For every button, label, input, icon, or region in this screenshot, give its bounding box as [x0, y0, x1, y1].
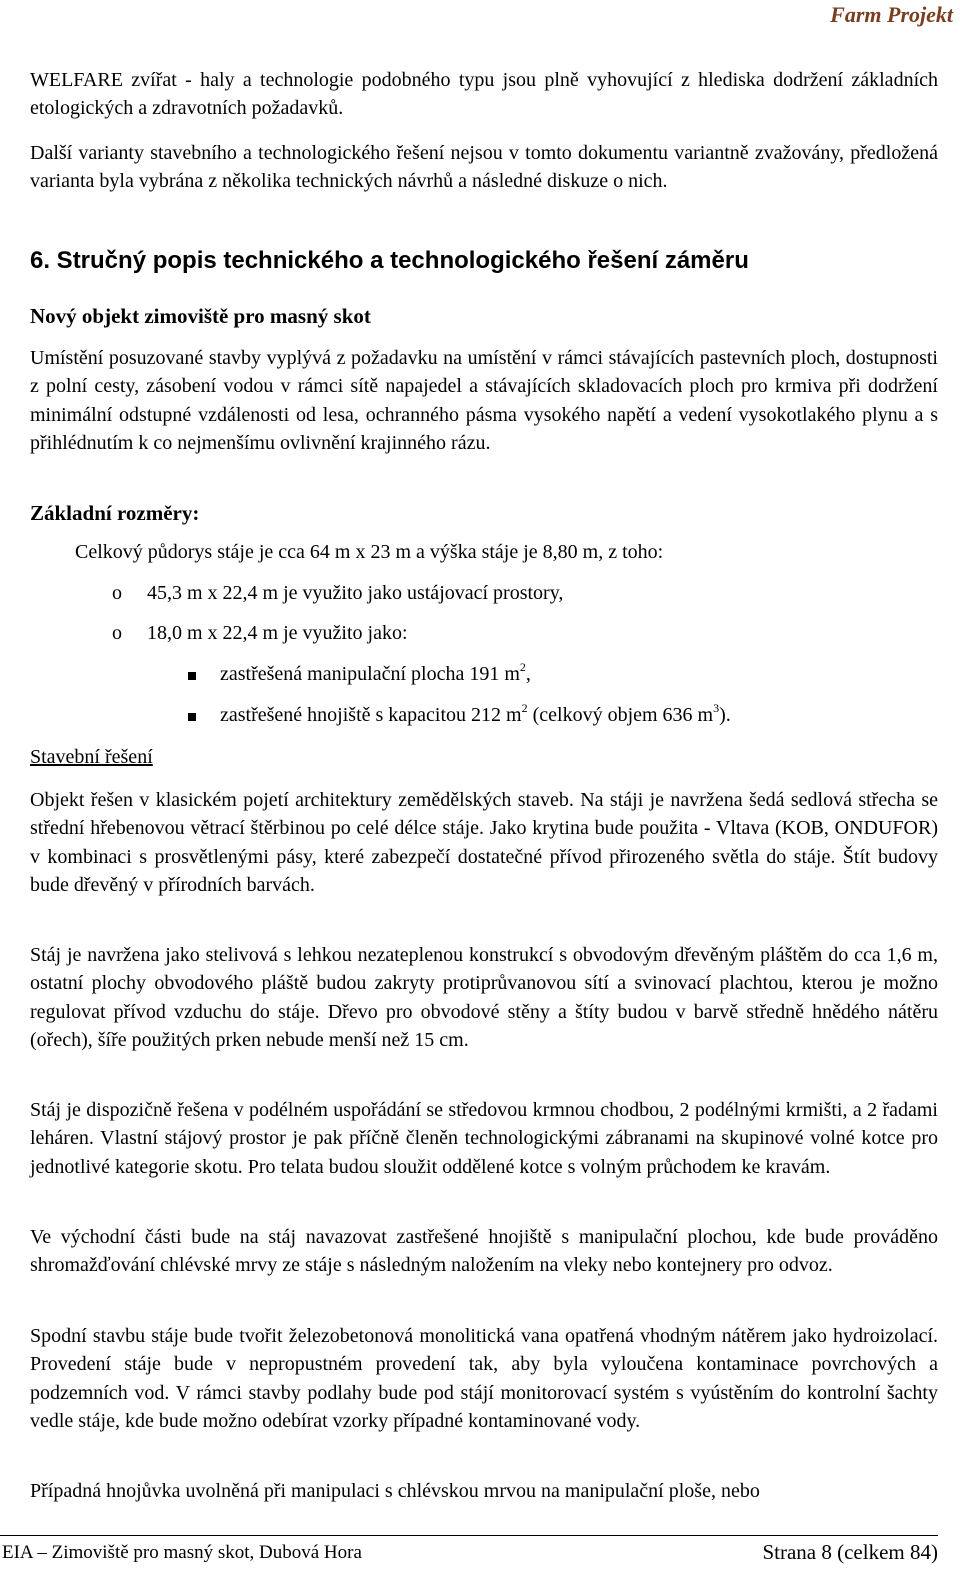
brand-header: Farm Projekt	[830, 2, 953, 27]
intro-paragraph-2: Další varianty stavebního a technologického řešení nejsou v tomto dokumentu variantně zvažovány, předložená varianta byla vybrána z několika technických návrhů a následné diskuze o nich.	[30, 142, 938, 193]
o-item-text: 18,0 m x 22,4 m je využito jako:	[147, 622, 408, 644]
page-footer	[0, 1535, 938, 1570]
o-bullet-marker: o	[112, 622, 122, 644]
square-item-text: zastřešené hnojiště s kapacitou 212 $m^2$ (celkový objem 636 $m^3$).	[220, 701, 731, 726]
body-paragraph-1: Objekt řešen v klasickém pojetí architektury zemědělských staveb. Na stáji je navržena šedá sedlová střecha se střední hřebenovou větrací štěrbinou po celé délce stáje. Jako krytina bude použita - Vltava (KOB, ONDUFOR) v kombinaci s prosvětlenými pásy, které zabezpečí dostatečné přívod přirozeného světla do stáje. Štít budovy bude dřevěný v přírodních barvách.	[30, 789, 938, 896]
o-bullet-marker: o	[112, 582, 122, 604]
section-heading: 6. Stručný popis technického a technologického řešení záměru	[30, 247, 749, 274]
body-paragraph-6: Případná hnojůvka uvolněná při manipulaci s chlévskou mrvou na manipulační ploše, nebo	[30, 1480, 760, 1502]
placement-paragraph: Umístění posuzované stavby vyplývá z požadavku na umístění v rámci stávajících pastevních ploch, dostupnosti z polní cesty, zásobení vodou v rámci sítě napajedel a stávajících skladovacích ploch pro krmiva při dodržení minimální odstupné vzdálenosti od lesa, ochranného pásma vysokého napětí a vedení vysokotlakého plynu a s přihlédnutím k co nejmenšímu ovlivnění krajinného rázu.	[30, 347, 938, 454]
square-bullet-icon	[188, 713, 196, 721]
o-item-text: 45,3 m x 22,4 m je využito jako ustájovací prostory,	[147, 582, 564, 604]
section-subtitle: Nový objekt zimoviště pro masný skot	[30, 304, 371, 328]
body-paragraph-4: Ve východní části bude na stáj navazovat zastřešené hnojiště s manipulační plochou, kde bude prováděno shromažďování chlévské mrvy ze stáje s následným naložením na vleky nebo kontejnery pro odvoz.	[30, 1226, 938, 1277]
building-solution-heading: Stavební řešení	[30, 746, 153, 768]
body-paragraph-2: Stáj je navržena jako stelivová s lehkou nezateplenou konstrukcí s obvodovým dřevěným pláštěm do cca 1,6 m, ostatní plochy obvodového pláště budou zakryty protiprůvanovou sítí a svinovací plachtou, kterou je možno regulovat přívod vzduchu do stáje. Dřevo pro obvodové stěny a štíty budou v barvě středně hnědého nátěru (ořech), šíře použitých prken nebude menší než 15 cm.	[30, 944, 938, 1051]
body-paragraph-3: Stáj je dispozičně řešena v podélném uspořádání se středovou krmnou chodbou, 2 podélnými krmišti, a 2 řadami leháren. Vlastní stájový prostor je pak příčně členěn technologickými zábranami na skupinové volné kotce pro jednotlivé kategorie skotu. Pro telata budou sloužit oddělené kotce s volným průchodem ke kravám.	[30, 1099, 938, 1178]
intro-paragraph-1: WELFARE zvířat - haly a technologie podobného typu jsou plně vyhovující z hlediska dodržení základních etologických a zdravotních požadavků.	[30, 69, 938, 120]
body-paragraph-5: Spodní stavbu stáje bude tvořit železobetonová monolitická vana opatřená vhodným nátěrem jako hydroizolací. Provedení stáje bude v nepropustném provedení tak, aby byla vyloučena kontaminace povrchových a podzemních vod. V rámci stavby podlahy bude pod stájí monitorovací systém s vyústěním do kontrolní šachty vedle stáje, kde bude možno odebírat vzorky případné kontaminované vody.	[30, 1325, 938, 1432]
footer-document-title: EIA – Zimoviště pro masný skot, Dubová Hora	[2, 1542, 362, 1563]
square-bullet-icon	[188, 672, 196, 680]
dimensions-heading: Základní rozměry:	[30, 501, 200, 525]
dimensions-line: Celkový půdorys stáje je cca 64 m x 23 m a výška stáje je 8,80 m, z toho:	[75, 541, 664, 563]
square-item-text: zastřešená manipulační plocha 191 $m^2$,	[220, 660, 531, 685]
footer-page-number: Strana 8 (celkem 84)	[762, 1540, 938, 1564]
